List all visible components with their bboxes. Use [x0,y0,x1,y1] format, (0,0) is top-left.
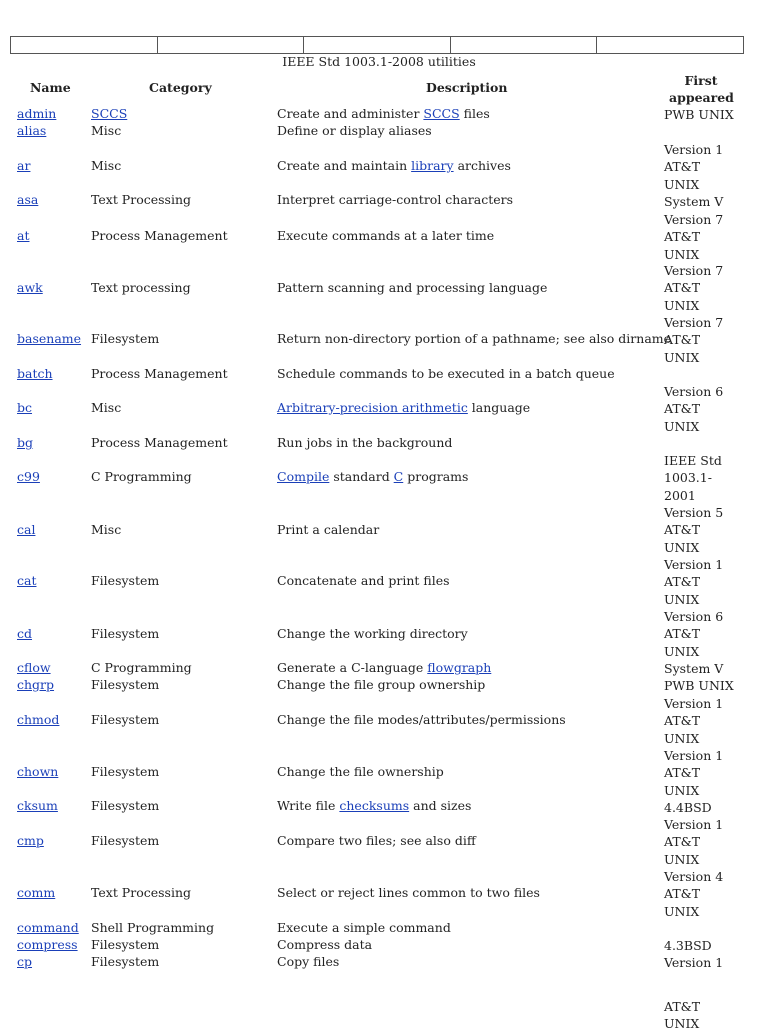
first-appeared-cell: AT&T UNIX [664,999,701,1032]
description-cell [277,192,513,208]
category-cell: Process Management [91,435,228,450]
table-row [0,331,768,347]
top-grid-cell [597,37,743,53]
table-row [0,400,768,416]
description-text: Return non-directory portion of a pathname; see also dirname [277,331,672,346]
table-row [0,833,768,849]
first-appeared-cell: 4.3BSD [664,938,712,953]
description-cell [277,798,471,814]
category-cell: Filesystem [91,937,160,952]
description-text: Execute commands at a later time [277,228,495,243]
description-text: programs [403,469,469,484]
first-appeared-cell: Version 4 AT&T UNIX [664,869,724,919]
description-text: archives [453,158,511,173]
description-cell [277,522,379,538]
table-row [0,469,768,485]
table-row [0,123,768,139]
table-row [0,435,768,451]
table-row [0,920,768,936]
description-text: files [459,106,490,121]
utility-name-link[interactable]: basename [17,331,82,346]
description-cell [277,677,485,693]
description-cell [277,833,476,849]
description-cell [277,331,671,347]
utility-name-link[interactable]: cmp [17,833,44,848]
first-appeared-cell: Version 5 AT&T UNIX [664,505,724,555]
utility-name-link[interactable]: comm [17,885,56,900]
description-cell [277,885,540,901]
description-cell [277,106,490,122]
description-cell [277,400,530,416]
header-first-appeared: First appeared [669,73,734,105]
first-appeared-cell: Version 1 AT&T UNIX [664,696,724,746]
description-text: Create and administer [277,106,424,121]
description-link[interactable]: SCCS [423,106,460,121]
description-link[interactable]: library [411,158,454,173]
utility-name-link[interactable]: admin [17,106,57,121]
first-appeared-cell: Version 7 AT&T UNIX [664,212,724,262]
utility-name-link[interactable]: c99 [17,469,40,484]
header-description: Description [426,80,508,95]
first-appeared-cell: 4.4BSD [664,800,712,815]
category-cell: Filesystem [91,626,160,641]
table-row [0,660,768,676]
description-cell [277,712,566,728]
first-appeared-cell: System V [664,194,724,209]
description-text: Change the file ownership [277,764,444,779]
description-text: Select or reject lines common to two files [277,885,540,900]
category-link[interactable]: SCCS [91,106,128,121]
description-cell [277,123,432,139]
description-cell [277,469,468,485]
table-row [0,798,768,814]
category-cell: Shell Programming [91,920,215,935]
utility-name-link[interactable]: alias [17,123,47,138]
table-caption: IEEE Std 1003.1-2008 utilities [282,54,476,69]
first-appeared-cell: Version 1 AT&T UNIX [664,748,724,798]
category-cell: Filesystem [91,677,160,692]
first-appeared-cell: IEEE Std 1003.1- 2001 [664,453,722,503]
utility-name-link[interactable]: awk [17,280,43,295]
category-cell: Misc [91,400,122,415]
description-link[interactable]: flowgraph [427,660,492,675]
description-text: standard [329,469,394,484]
utility-name-link[interactable]: cd [17,626,33,641]
table-row [0,280,768,296]
utility-name-link[interactable]: batch [17,366,53,381]
first-appeared-cell: PWB UNIX [664,678,734,693]
description-text: Interpret carriage-control characters [277,192,514,207]
description-text: Change the file group ownership [277,677,486,692]
description-text: Define or display aliases [277,123,432,138]
description-cell [277,158,511,174]
top-grid-cell [158,37,305,53]
description-text: Create and maintain [277,158,412,173]
table-row [0,764,768,780]
utility-name-link[interactable]: ar [17,158,31,173]
category-cell: Filesystem [91,712,160,727]
utility-name-link[interactable]: bg [17,435,34,450]
description-link[interactable]: Compile [277,469,330,484]
category-cell: Text Processing [91,885,191,900]
table-row [0,626,768,642]
utility-name-link[interactable]: asa [17,192,39,207]
table-row [0,192,768,208]
utility-name-link[interactable]: chown [17,764,59,779]
top-grid-cell [304,37,451,53]
table-row [0,573,768,589]
utility-name-link[interactable]: bc [17,400,33,415]
description-text: Compare two files; see also diff [277,833,476,848]
description-text: Change the file modes/attributes/permissions [277,712,566,727]
utility-name-link[interactable]: command [17,920,79,935]
category-cell: Misc [91,158,122,173]
description-text: Change the working directory [277,626,468,641]
description-cell [277,228,494,244]
first-appeared-cell: Version 1 AT&T UNIX [664,817,724,867]
description-cell [277,366,615,382]
description-text: Generate a C-language [277,660,428,675]
description-link[interactable]: Arbitrary-precision arithmetic [277,400,468,415]
table-row [0,366,768,382]
description-cell [277,573,450,589]
utility-name-link[interactable]: at [17,228,30,243]
first-appeared-cell: Version 7 AT&T UNIX [664,263,724,313]
description-cell [277,280,547,296]
category-cell: Filesystem [91,798,160,813]
utility-name-link[interactable]: cat [17,573,37,588]
category-cell: Filesystem [91,573,160,588]
table-row [0,106,768,122]
category-cell: Process Management [91,228,228,243]
category-cell: Text processing [91,280,191,295]
category-cell: Text Processing [91,192,191,207]
table-row [0,937,768,953]
description-text: language [467,400,531,415]
top-grid [10,36,744,54]
utility-name-link[interactable]: compress [17,937,78,952]
first-appeared-cell: PWB UNIX [664,107,734,122]
description-cell [277,954,339,970]
description-text: Compress data [277,937,373,952]
utility-name-link[interactable]: cp [17,954,33,969]
category-cell: Filesystem [91,764,160,779]
first-appeared-cell: Version 1 AT&T UNIX [664,142,724,192]
description-text: Concatenate and print files [277,573,450,588]
utility-name-link[interactable]: cal [17,522,36,537]
description-cell [277,937,372,953]
first-appeared-cell: Version 1 [664,955,724,970]
description-link[interactable]: C [393,469,404,484]
first-appeared-cell: Version 1 AT&T UNIX [664,557,724,607]
description-text: Run jobs in the background [277,435,453,450]
description-text: Write file [277,798,340,813]
top-grid-cell [11,37,158,53]
utility-name-link[interactable]: cksum [17,798,58,813]
category-cell: Misc [91,123,122,138]
utility-name-link[interactable]: chgrp [17,677,55,692]
table-row [0,954,768,970]
description-text: Print a calendar [277,522,380,537]
table-row [0,228,768,244]
description-text: Pattern scanning and processing language [277,280,548,295]
category-cell: Process Management [91,366,228,381]
description-cell [277,626,468,642]
table-row [0,712,768,728]
table-row [0,677,768,693]
utility-name-link[interactable]: chmod [17,712,60,727]
top-grid-cell [451,37,598,53]
description-text: Copy files [277,954,340,969]
first-appeared-cell: Version 7 AT&T UNIX [664,315,724,365]
category-cell: Misc [91,522,122,537]
table-row [0,885,768,901]
description-text: and sizes [409,798,472,813]
description-text: Schedule commands to be executed in a batch queue [277,366,615,381]
description-cell [277,920,451,936]
description-cell [277,660,491,676]
category-cell: Filesystem [91,833,160,848]
description-cell [277,764,444,780]
category-cell: Filesystem [91,954,160,969]
description-text: Execute a simple command [277,920,451,935]
category-cell: Filesystem [91,331,160,346]
description-link[interactable]: checksums [339,798,410,813]
utility-name-link[interactable]: cflow [17,660,51,675]
category-cell: C Programming [91,469,192,484]
first-appeared-cell: Version 6 AT&T UNIX [664,384,724,434]
description-cell [277,435,452,451]
table-row [0,522,768,538]
first-appeared-cell: Version 6 AT&T UNIX [664,609,724,659]
first-appeared-cell: System V [664,661,724,676]
table-row [0,158,768,174]
category-cell: C Programming [91,660,192,675]
header-category: Category [149,80,212,95]
header-name: Name [30,80,71,95]
